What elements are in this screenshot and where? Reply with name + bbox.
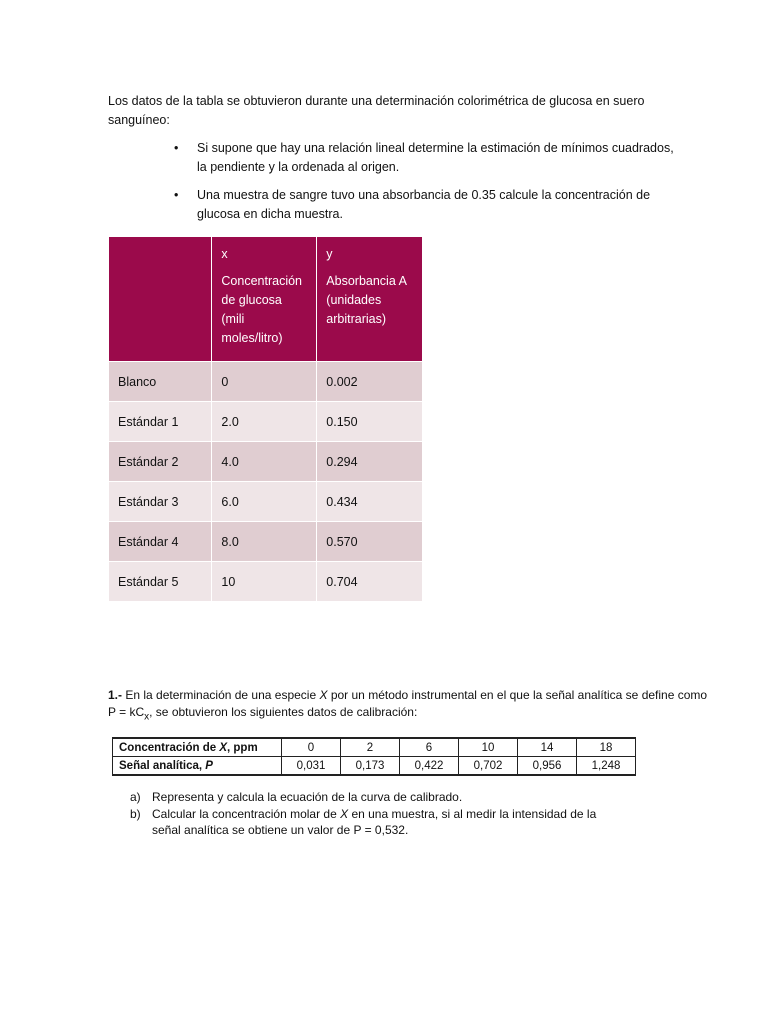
x-value-cell: 0 — [212, 362, 317, 402]
bullet-list — [174, 139, 674, 233]
signal-value: 1,248 — [577, 757, 636, 776]
intro-paragraph: Los datos de la tabla se obtuvieron durante una determinación colorimétrica de glucosa en suero sanguíneo: — [108, 94, 645, 127]
header-y-label-line: Absorbancia A — [326, 274, 407, 288]
list-item — [130, 806, 610, 838]
signal-label: Señal analítica, P — [113, 757, 282, 776]
statement-text: En la determinación de una especie — [122, 688, 320, 702]
header-x-label-line: Concentración — [221, 274, 302, 288]
y-value-cell: 0.150 — [317, 402, 423, 442]
header-y-symbol: y — [326, 247, 333, 261]
bullet-dot-icon: • — [174, 141, 179, 155]
concentration-value: 18 — [577, 738, 636, 757]
table-header-row — [109, 237, 423, 362]
y-value-cell: 0.294 — [317, 442, 423, 482]
question-text: Representa y calcula la ecuación de la curva de calibrado. — [152, 790, 463, 804]
table-row — [113, 738, 636, 757]
signal-value: 0,956 — [518, 757, 577, 776]
table-row — [113, 757, 636, 776]
header-y-label-line: (unidades — [326, 293, 382, 307]
x-value-cell: 10 — [212, 562, 317, 602]
header-empty-cell — [109, 237, 212, 362]
header-x-label-line: de glucosa — [221, 293, 282, 307]
x-value-cell: 8.0 — [212, 522, 317, 562]
y-value-cell: 0.570 — [317, 522, 423, 562]
table-row — [109, 442, 423, 482]
signal-value: 0,702 — [459, 757, 518, 776]
row-label-cell: Estándar 2 — [109, 442, 212, 482]
row-label-cell: Blanco — [109, 362, 212, 402]
table-row — [109, 402, 423, 442]
statement-text: , se obtuvieron los siguientes datos de calibración: — [149, 705, 418, 719]
concentration-label: Concentración de X, ppm — [113, 738, 282, 757]
glucose-data-table — [108, 236, 423, 602]
x-value-cell: 6.0 — [212, 482, 317, 522]
statement-text: por un método instrumental en el que la señal analítica se define como P = kC — [108, 688, 708, 719]
list-item — [130, 789, 610, 805]
y-value-cell: 0.434 — [317, 482, 423, 522]
header-x-symbol: x — [221, 247, 228, 261]
question-list — [130, 789, 610, 839]
exercise-number: 1.- — [108, 688, 123, 702]
header-x-label-line: (mili — [221, 312, 245, 326]
header-y-label-line: arbitrarias) — [326, 312, 387, 326]
concentration-value: 10 — [459, 738, 518, 757]
header-x-label-line: moles/litro) — [221, 331, 283, 345]
table-row — [109, 362, 423, 402]
x-value-cell: 4.0 — [212, 442, 317, 482]
question-text: Calcular la concentración molar de X en una muestra, si al medir la intensidad de la señal analítica se obtiene un valor de P = 0,532. — [152, 807, 597, 837]
row-label-cell: Estándar 1 — [109, 402, 212, 442]
subscript: x — [144, 711, 150, 723]
concentration-value: 6 — [400, 738, 459, 757]
row-label-cell: Estándar 4 — [109, 522, 212, 562]
concentration-value: 2 — [341, 738, 400, 757]
signal-value: 0,031 — [282, 757, 341, 776]
table-row — [109, 562, 423, 602]
table-row — [109, 522, 423, 562]
bullet-item — [174, 186, 674, 224]
header-y-cell — [317, 237, 423, 362]
y-value-cell: 0.704 — [317, 562, 423, 602]
table-row — [109, 482, 423, 522]
question-letter: b) — [130, 807, 141, 821]
bullet-dot-icon: • — [174, 188, 179, 202]
signal-value: 0,173 — [341, 757, 400, 776]
calibration-table — [112, 737, 636, 776]
signal-value: 0,422 — [400, 757, 459, 776]
question-letter: a) — [130, 790, 141, 804]
bullet-item — [174, 139, 674, 177]
bullet-text: Si supone que hay una relación lineal determine la estimación de mínimos cuadrados, la pendiente y la ordenada al origen. — [197, 141, 674, 174]
header-x-cell — [212, 237, 317, 362]
species-var: X — [319, 688, 328, 702]
exercise-statement — [108, 687, 708, 725]
y-value-cell: 0.002 — [317, 362, 423, 402]
row-label-cell: Estándar 3 — [109, 482, 212, 522]
concentration-value: 0 — [282, 738, 341, 757]
row-label-cell: Estándar 5 — [109, 562, 212, 602]
concentration-value: 14 — [518, 738, 577, 757]
bullet-text: Una muestra de sangre tuvo una absorbancia de 0.35 calcule la concentración de glucosa en dicha muestra. — [197, 188, 651, 221]
x-value-cell: 2.0 — [212, 402, 317, 442]
